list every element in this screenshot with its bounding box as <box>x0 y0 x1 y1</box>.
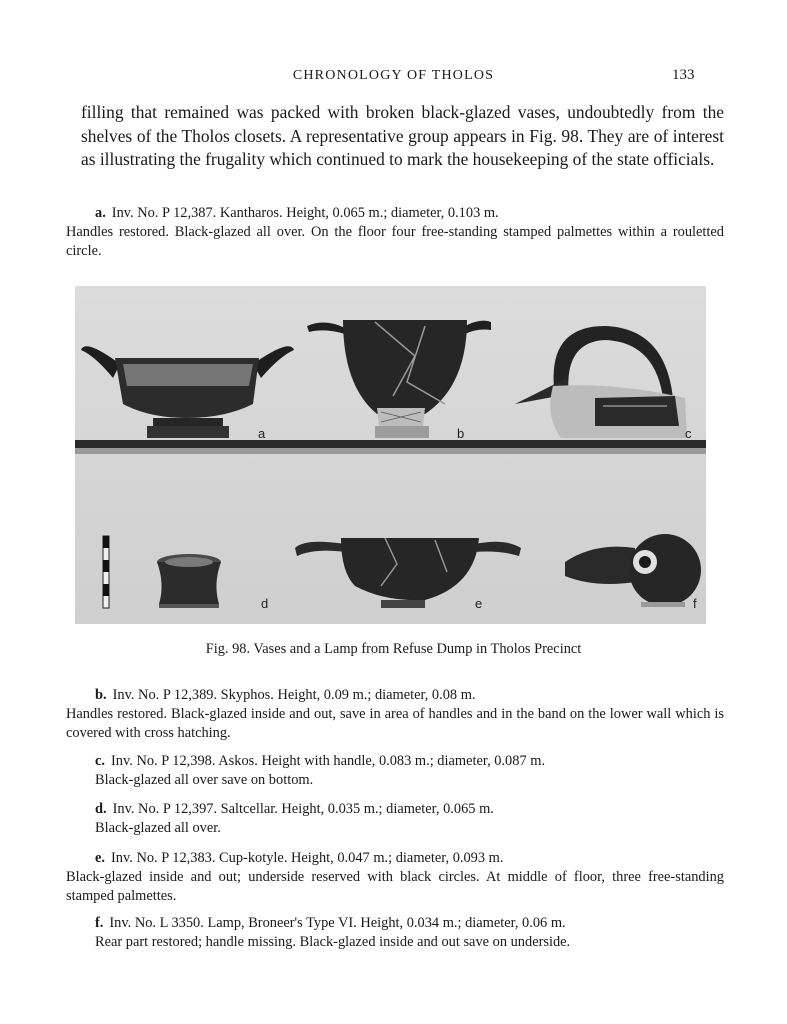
figure-caption: Fig. 98. Vases and a Lamp from Refuse Dump in Tholos Precinct <box>205 641 582 657</box>
catalog-entry-f <box>95 914 724 952</box>
figure-photograph <box>75 286 706 624</box>
entry-description: Handles restored. Black-glazed all over. On the floor four free-standing stamped palmettes within a rouletted circle. <box>66 224 724 259</box>
intro-paragraph: filling that remained was packed with broken black-glazed vases, undoubtedly from the shelves of the Tholos closets. A representative group appears in Fig. 98. They are of interest as illustrating the frugality which continued to mark the housekeeping of the state officials. <box>81 102 724 169</box>
page-number: 133 <box>672 67 695 83</box>
entry-description: Black-glazed all over. <box>95 820 221 836</box>
entry-letter: b. <box>95 687 107 703</box>
scale-bar <box>103 536 109 608</box>
entry-description: Handles restored. Black-glazed inside and out, save in area of handles and in the band on the lower wall which is covered with cross hatching. <box>66 706 724 741</box>
entry-description: Rear part restored; handle missing. Black-glazed inside and out save on underside. <box>95 934 571 950</box>
entry-description: Black-glazed inside and out; underside reserved with black circles. At middle of floor, three free-standing stamped palmettes. <box>66 869 724 904</box>
entry-letter: a. <box>95 205 106 221</box>
figure-label: e <box>475 596 483 611</box>
catalog-entry-a <box>66 204 724 261</box>
entry-heading: Inv. No. P 12,383. Cup-kotyle. Height, 0.047 m.; diameter, 0.093 m. <box>111 850 504 866</box>
entry-heading: Inv. No. L 3350. Lamp, Broneer's Type VI. Height, 0.034 m.; diameter, 0.06 m. <box>109 915 566 931</box>
entry-letter: e. <box>95 850 105 866</box>
running-title: CHRONOLOGY OF THOLOS <box>292 68 495 83</box>
entry-heading: Inv. No. P 12,398. Askos. Height with handle, 0.083 m.; diameter, 0.087 m. <box>111 753 546 769</box>
figure-label: b <box>457 426 465 441</box>
entry-letter: f. <box>95 915 104 931</box>
entry-description: Black-glazed all over save on bottom. <box>95 772 314 788</box>
catalog-entry-d <box>95 800 724 838</box>
catalog-entry-c <box>95 752 724 790</box>
figure-label: a <box>258 426 266 441</box>
entry-heading: Inv. No. P 12,389. Skyphos. Height, 0.09 m.; diameter, 0.08 m. <box>112 687 476 703</box>
catalog-entry-e <box>66 849 724 906</box>
catalog-entry-b <box>66 686 724 743</box>
shelf-bar <box>75 440 706 448</box>
vase-d-saltcellar <box>157 554 221 608</box>
entry-heading: Inv. No. P 12,397. Saltcellar. Height, 0.035 m.; diameter, 0.065 m. <box>112 801 494 817</box>
figure-label: c <box>685 426 692 441</box>
entry-letter: d. <box>95 801 107 817</box>
entry-letter: c. <box>95 753 105 769</box>
entry-heading: Inv. No. P 12,387. Kantharos. Height, 0.065 m.; diameter, 0.103 m. <box>111 205 499 221</box>
figure-label: f <box>693 596 697 611</box>
figure-label: d <box>261 596 269 611</box>
